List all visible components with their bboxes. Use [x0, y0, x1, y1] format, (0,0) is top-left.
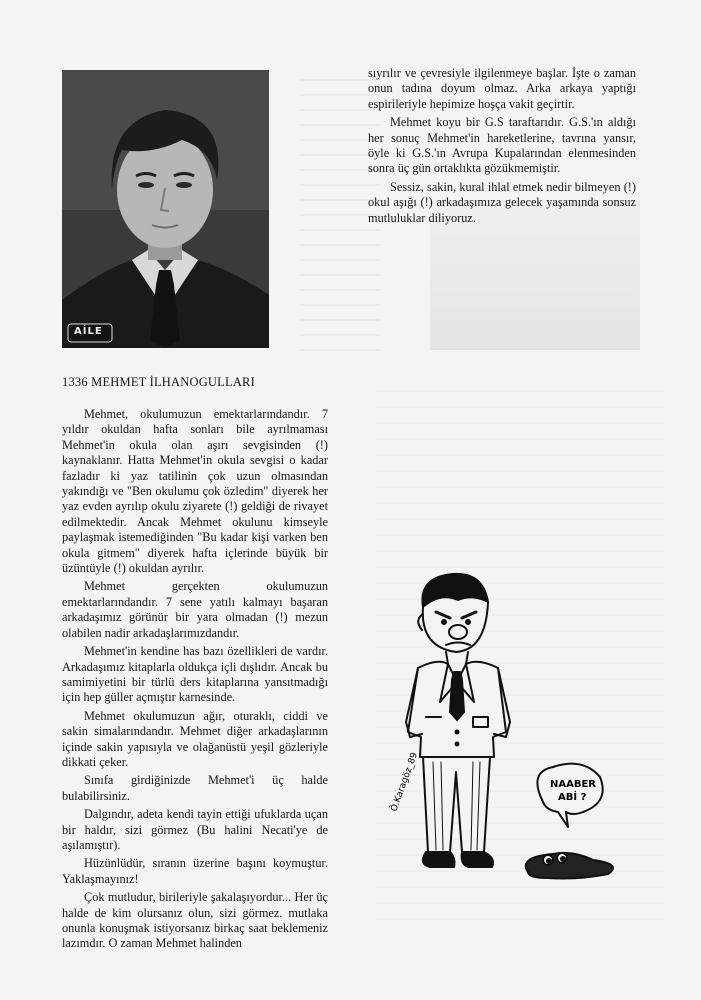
- paragraph: Hüzünlüdür, sıranın üzerine başını koymuştur. Yaklaşmayınız!: [62, 856, 328, 886]
- student-heading: 1336 MEHMET İLHANOGULLARI: [62, 375, 255, 389]
- right-text-column: [368, 66, 636, 229]
- paragraph: Sessiz, sakin, kural ihlal etmek nedir bilmeyen (!) okul aşığı (!) arkadaşımıza gelecek yaşamında sonsuz mutluluklar diliyoruz.: [368, 179, 636, 225]
- paragraph: Mehmet okulumuzun ağır, oturaklı, ciddi ve sakin simalarındandır. Mehmet diğer arkadaşlarının içinde sakin yapısıyla ve olağanüstü yeşil gözleriyle dikkati çeker.: [62, 708, 328, 769]
- paragraph: Mehmet koyu bir G.S taraftarıdır. G.S.'ın aldığı her sonuç Mehmet'in hareketlerine, tavrına yansır, öyle ki G.S.'ın Avrupa Kupalarından elenmesinden sonra üç gün ortaklıkta gözükmemiştir.: [368, 115, 636, 176]
- speech-bubble-line2: ABİ ?: [558, 792, 587, 803]
- paragraph: Çok mutludur, birileriyle şakalaşıyordur... Her üç halde de kim olursanız olun, sizi görmez. mutlaka onunla konuşmak istiyorsanız birkaç saat beklemeniz lazımdır. O zaman Mehmet halinden: [62, 890, 328, 951]
- artist-signature: Ö.Karagöz_89: [389, 751, 421, 814]
- paragraph: Mehmet, okulumuzun emektarlarındandır. 7 yıldır okuldan hafta sonları bile ayrılmaması Mehmet'in okula olan aşırı sevgisinden (!) kaynaklanır. Hatta Mehmet'in okula sevgisi o kadar fazladır ki yaz tatilinin çok uzun olmasından yakındığı ve "Ben okulumu çok özledim" diyerek her yaz evden ayrılıp okulu ziyarete (!) geldiği de rivayet edilmektedir. Ancak Mehmet okulunu kimseyle paylaşmak istemediğinden "Bu kadar kişi varken ben okula gitmem" diyerek hafta içlerinde büyük bir üzüntüyle (!) okuldan ayrılır.: [62, 407, 328, 576]
- cartoon-illustration: [378, 572, 648, 912]
- portrait-photo: [62, 70, 269, 348]
- left-text-column: [62, 407, 328, 955]
- paragraph: sıyrılır ve çevresiyle ilgilenmeye başlar. İşte o zaman onun tadına doyum olmaz. Arka arkaya yaptığı espirileriyle hepimize hoşça vakit geçirtir.: [368, 66, 636, 111]
- paragraph: Mehmet'in kendine has bazı özellikleri de vardır. Arkadaşımız kitaplarla oldukça içli dışlıdır. Ancak bu samimiyetini bir türlü ders kitaplarına yansıtmadığı için hep güller açmıştır karnesinde.: [62, 644, 328, 705]
- photo-badge: AİLE: [74, 326, 103, 337]
- paragraph: Mehmet gerçekten okulumuzun emektarlarındandır. 7 sene yatılı kalmayı başaran arkadaşımız görünür bir yara olmadan (!) mezun olabilen nadir arkadaşlarımızdandır.: [62, 579, 328, 640]
- speech-bubble-line1: NAABER: [550, 779, 597, 790]
- paragraph: Sınıfa girdiğinizde Mehmet'i üç halde bulabilirsiniz.: [62, 773, 328, 803]
- paragraph: Dalgındır, adeta kendi tayin ettiği ufuklarda uçan bir haldır, sizi görmez (Bu halini Necati'ye de aşılamıştır).: [62, 807, 328, 852]
